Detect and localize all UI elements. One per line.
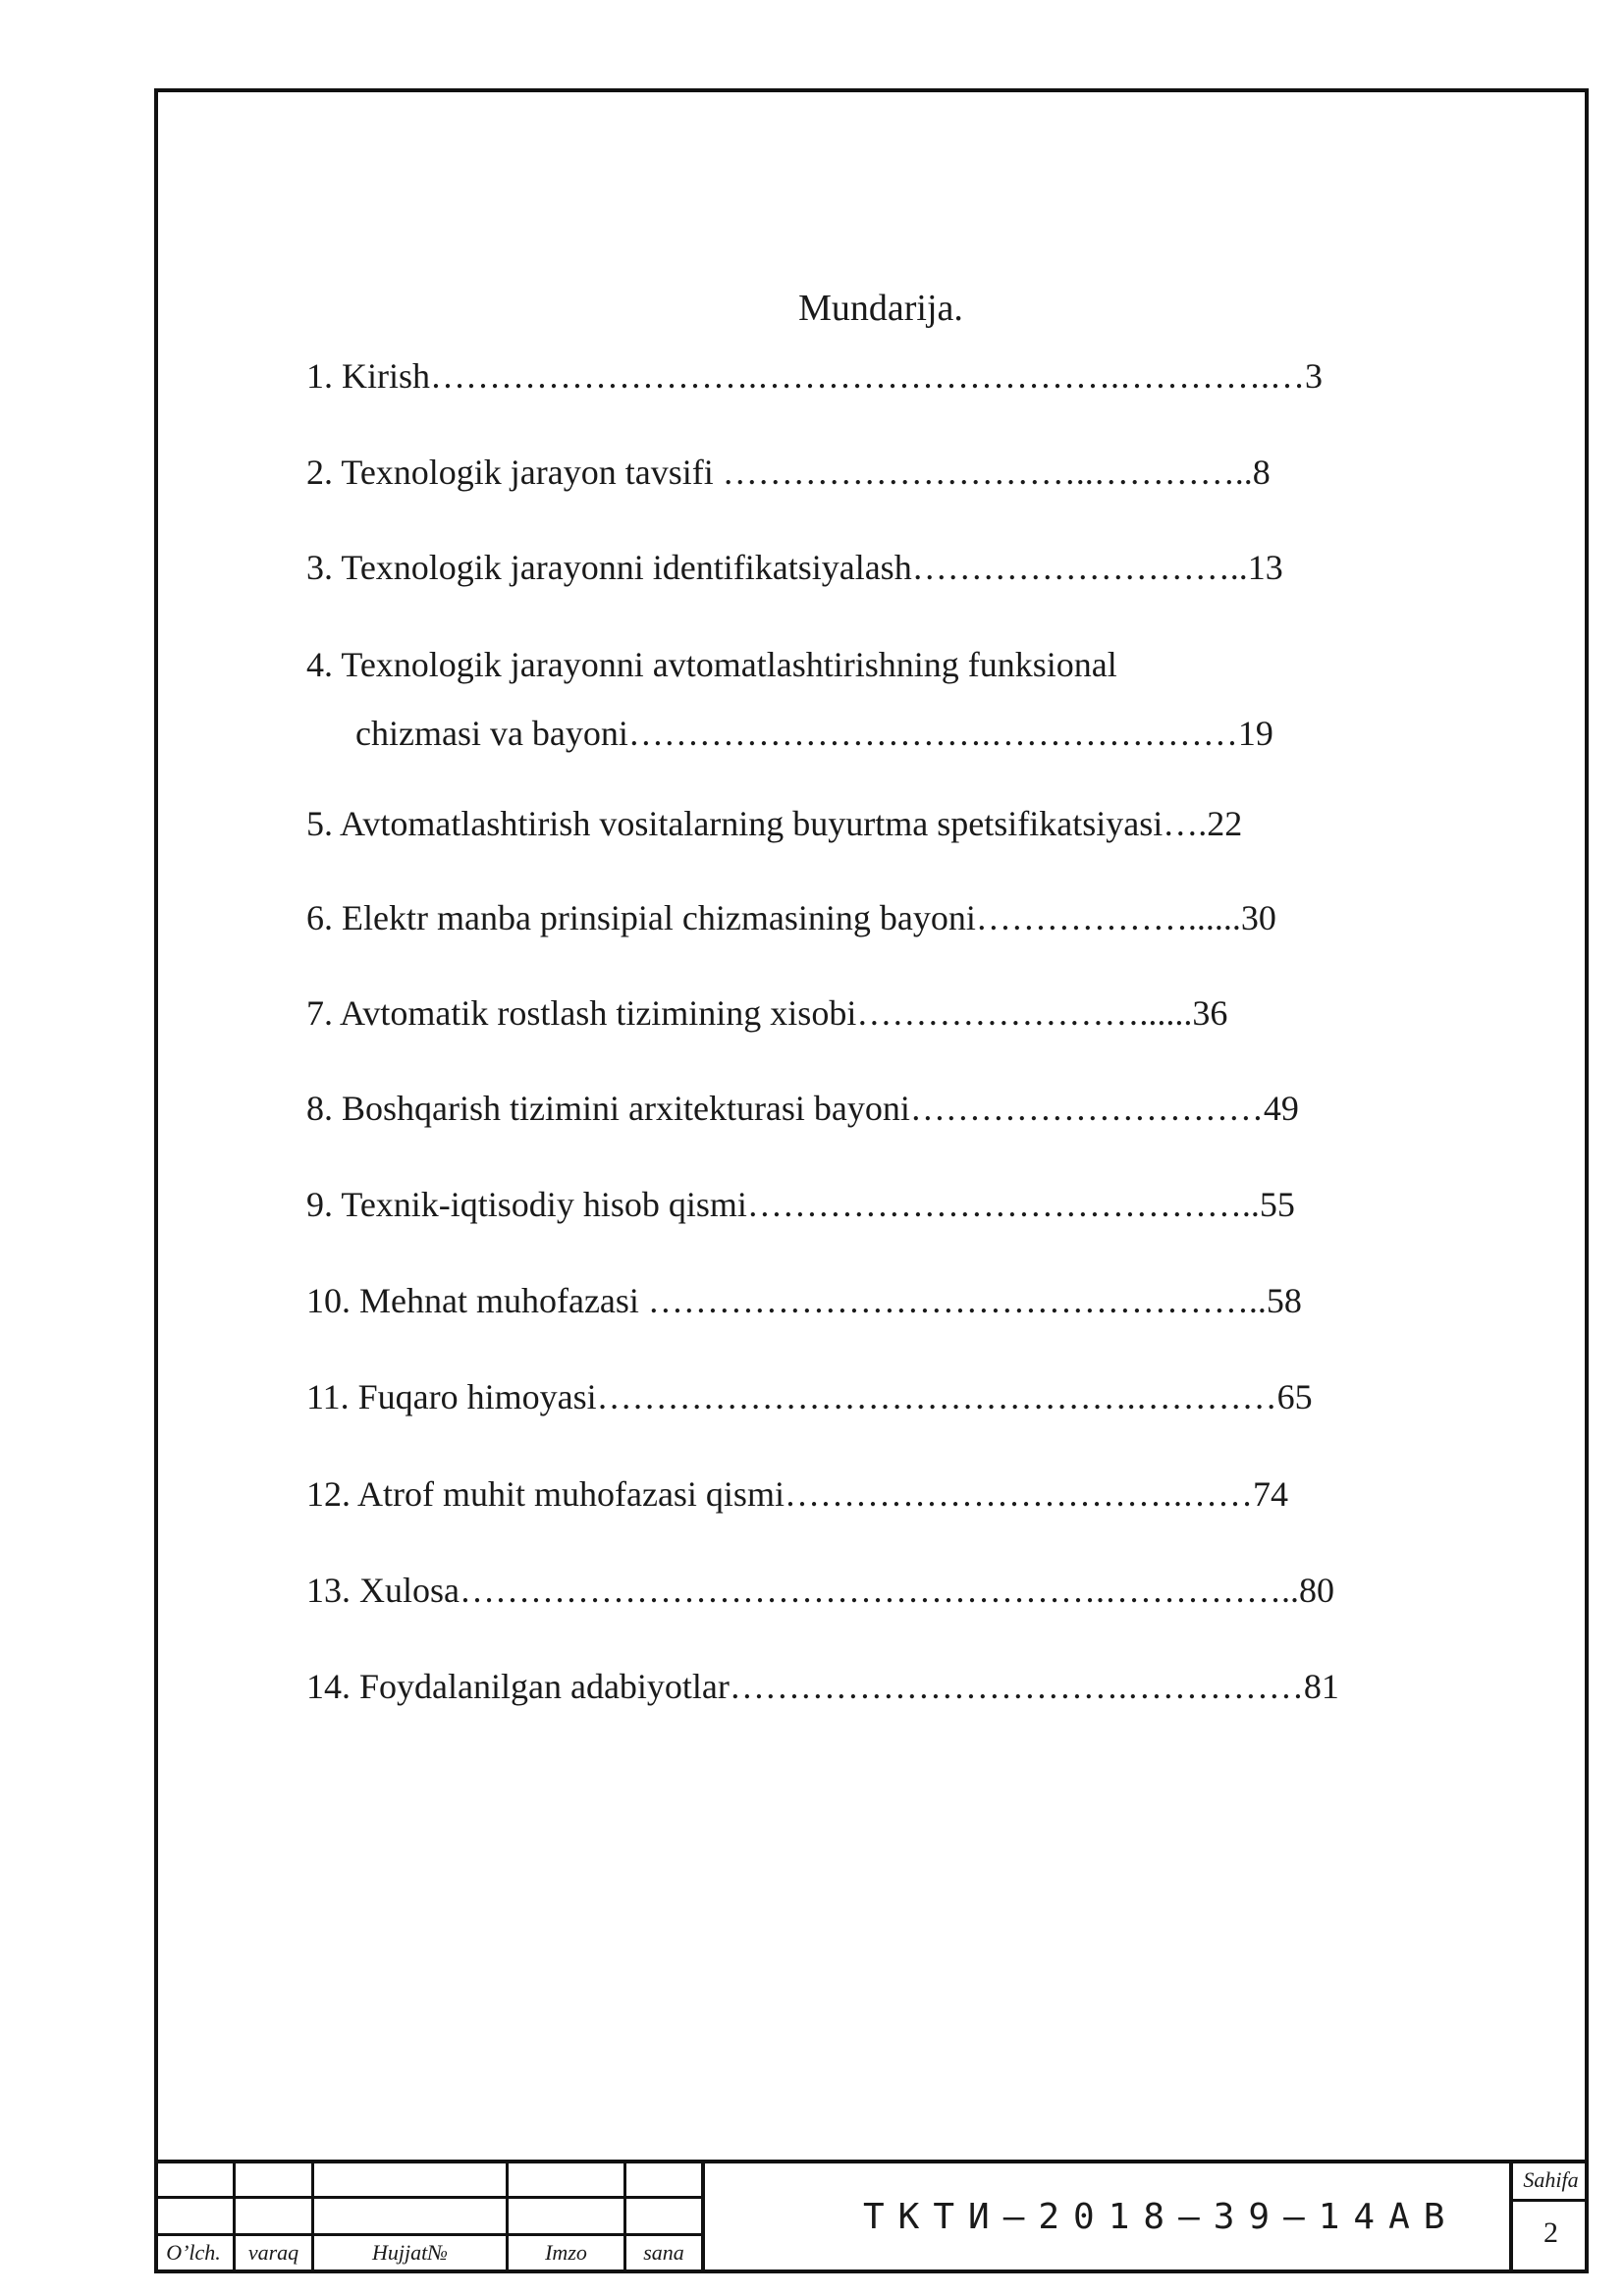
page-number: 2 — [1543, 2216, 1558, 2249]
toc-entry: 14. Foydalanilgan adabiyotlar…………………………….……………81 — [306, 1667, 1339, 1706]
toc-entry: 5. Avtomatlashtirish vositalarning buyurtma spetsifikatsiyasi….22 — [306, 804, 1243, 843]
grid-line — [701, 2160, 705, 2273]
toc-entry: 11. Fuqaro himoyasi……………………………………….…………65 — [306, 1377, 1313, 1416]
toc-entry: 1. Kirish……………………….………………………….………….…3 — [306, 356, 1323, 396]
toc-entry: 12. Atrof muhit muhofazasi qismi…………………………….……74 — [306, 1474, 1288, 1514]
grid-line — [154, 2196, 704, 2199]
sahifa-label: Sahifa — [1523, 2167, 1579, 2192]
toc-entry: 4. Texnologik jarayonni avtomatlashtirishning funksional — [306, 645, 1117, 684]
col-varaq-label: varaq — [247, 2240, 299, 2265]
page-frame — [154, 88, 1589, 2273]
toc-title: Mundarija. — [798, 288, 963, 329]
title-block-top-line — [154, 2160, 1589, 2163]
toc-entry: 8. Boshqarish tizimini arxitekturasi bayoni…………………………49 — [306, 1089, 1299, 1128]
toc-entry: 2. Texnologik jarayon tavsifi …………………………..…………..8 — [306, 453, 1271, 492]
toc-entry-continuation: chizmasi va bayoni………………………….…………………19 — [355, 714, 1273, 753]
title-block — [154, 2160, 1589, 2273]
toc-entry: 7. Avtomatik rostlash tizimining xisobi……………………......36 — [306, 993, 1228, 1033]
toc-entry: 9. Texnik-iqtisodiy hisob qismi……………………………………..55 — [306, 1185, 1295, 1224]
document-code: ТКТИ–2018–39–14АВ — [863, 2197, 1459, 2237]
toc-entry: 6. Elektr manba prinsipial chizmasining bayoni………………......30 — [306, 898, 1276, 937]
col-imzo-label: Imzo — [545, 2240, 587, 2265]
col-olch-label: O’lch. — [166, 2240, 221, 2265]
col-hujjat-label: Hujjat№ — [372, 2240, 448, 2265]
col-sana-label: sana — [643, 2240, 684, 2265]
toc-entry: 13. Xulosa……………………………………………….……………..80 — [306, 1571, 1334, 1610]
toc-entry: 10. Mehnat muhofazasi ……………………………………………..58 — [306, 1281, 1302, 1320]
grid-line — [154, 2233, 704, 2236]
grid-line — [1509, 2199, 1589, 2202]
toc-entry: 3. Texnologik jarayonni identifikatsiyalash………………………..13 — [306, 548, 1283, 587]
